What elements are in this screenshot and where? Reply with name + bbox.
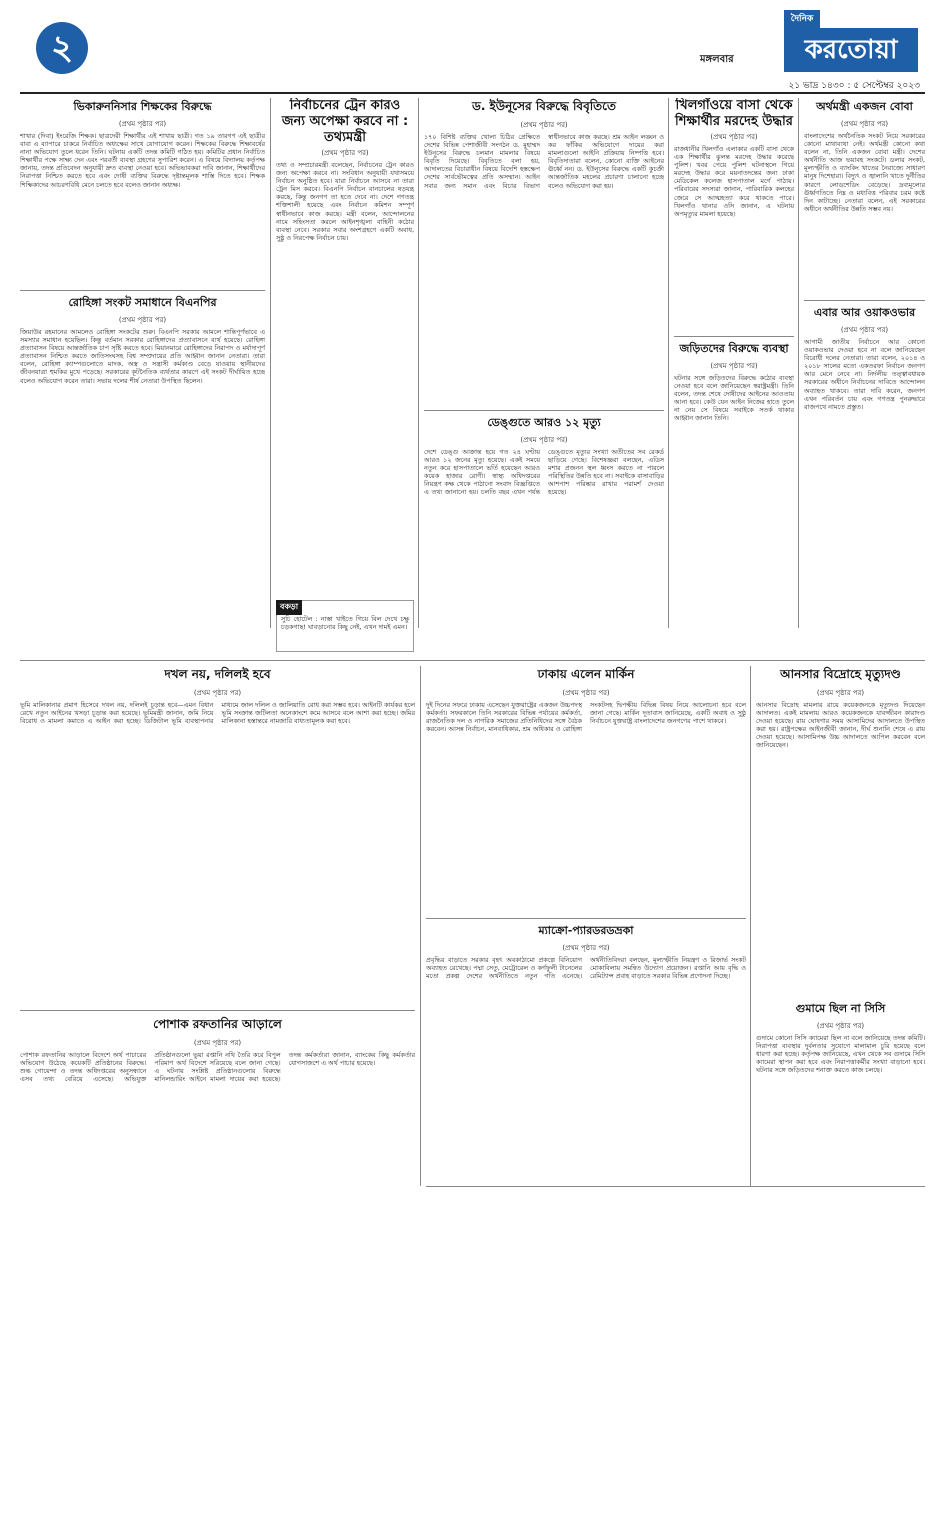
section-rule bbox=[20, 660, 925, 661]
story-headline: পোশাক রফতানির আড়ালে bbox=[153, 1017, 282, 1031]
story-shikkhok bbox=[20, 98, 265, 288]
story-body: ১৭০ বিশিষ্ট ব্যক্তির খোলা চিঠির প্রেক্ষিতে দেশের বিভিন্ন পেশাজীবী সংগঠন ড. মুহাম্মদ ইউনূসের বিরুদ্ধে চলমান মামলার বিষয়ে বিবৃতি দিয়েছে। বিবৃতিতে বলা হয়, আদালতের বিচারাধীন বিষয়ে বিদেশি হস্তক্ষেপ দেশের সার্বভৌমত্বের প্রতি অসম্মান। আইন সবার জন্য সমান এবং বিচার বিভাগ স্বাধীনভাবে কাজ করছে। শ্রম আইন লঙ্ঘন ও কর ফাঁকির অভিযোগে দায়ের করা মামলাগুলো আইনি প্রক্রিয়ায় নিষ্পত্তি হবে। বিবৃতিদাতারা বলেন, কোনো ব্যক্তি আইনের ঊর্ধ্বে নন। ড. ইউনূসের বিরুদ্ধে একটি কুচক্রী আন্তর্জাতিক মহলের প্রচারণা চালানো হচ্ছে বলেও অভিযোগ করা হয়। bbox=[424, 133, 664, 190]
story-body: দেশে ডেঙ্গু আক্রান্ত হয়ে গত ২৪ ঘণ্টায় আরও ১২ জনের মৃত্যু হয়েছে। একই সময়ে নতুন করে হাসপাতালে ভর্তি হয়েছেন আরও কয়েক হাজার রোগী। স্বাস্থ্য অধিদপ্তরের নিয়ন্ত্রণ কক্ষ থেকে পাঠানো সংবাদ বিজ্ঞপ্তিতে এ তথ্য জানানো হয়। চলতি বছর এখন পর্যন্ত ডেঙ্গুতে মৃত্যুর সংখ্যা অতীতের সব রেকর্ড ছাড়িয়ে গেছে। বিশেষজ্ঞরা বলছেন, এডিস মশার প্রজনন স্থল ধ্বংস করতে না পারলে পরিস্থিতির উন্নতি হবে না। সবাইকে বাসাবাড়ির আশপাশ পরিষ্কার রাখার পরামর্শ দেওয়া হয়েছে। bbox=[424, 448, 664, 497]
story-body: ঘটনার সঙ্গে জড়িতদের বিরুদ্ধে কঠোর ব্যবস্থা নেওয়া হবে বলে জানিয়েছেন স্বরাষ্ট্রমন্ত্রী। তিনি বলেন, তদন্ত শেষে দোষীদের আইনের আওতায় আনা হবে। কেউ যেন আইন নিজের হাতে তুলে না নেয় সে বিষয়ে সবাইকে সতর্ক থাকার আহ্বান জানান তিনি। bbox=[674, 374, 794, 423]
divider bbox=[424, 410, 664, 411]
divider bbox=[20, 1010, 415, 1011]
continued-label: (প্রথম পৃষ্ঠার পর) bbox=[193, 1039, 242, 1047]
story-body: দুই দিনের সফরে ঢাকায় এসেছেন যুক্তরাষ্ট্রের একজন উচ্চপদস্থ কর্মকর্তা। সফরকালে তিনি সরকারের বিভিন্ন পর্যায়ের কর্মকর্তা, রাজনৈতিক দল ও নাগরিক সমাজের প্রতিনিধিদের সঙ্গে বৈঠক করবেন। আসন্ন নির্বাচন, মানবাধিকার, শ্রম অধিকার ও রোহিঙ্গা সংকটসহ দ্বিপক্ষীয় বিভিন্ন বিষয় নিয়ে আলোচনা হবে বলে জানা গেছে। মার্কিন দূতাবাস জানিয়েছে, একটি অবাধ ও সুষ্ঠু নির্বাচনে যুক্তরাষ্ট্র বাংলাদেশের জনগণের পাশে থাকবে। bbox=[426, 701, 746, 734]
story-khilgaon bbox=[674, 98, 794, 333]
column-rule bbox=[420, 666, 421, 1186]
story-ansar bbox=[756, 666, 925, 976]
story-headline: ড. ইউনূসের বিরুদ্ধে বিবৃতিতে bbox=[471, 99, 617, 113]
bokra-tab: বকড়া bbox=[276, 600, 302, 615]
story-headline: এবার আর ওয়াকওভার bbox=[813, 306, 916, 319]
continued-label: (প্রথম পৃষ্ঠার পর) bbox=[520, 436, 568, 444]
column-rule bbox=[270, 98, 271, 628]
story-headline: খিলগাঁওয়ে বাসা থেকে শিক্ষার্থীর মরদেহ উদ্ধার bbox=[675, 98, 793, 129]
story-headline: ম্যাক্রো-প্যারডরডভ্রকা bbox=[538, 924, 634, 937]
story-headline: গুমামে ছিল না সিসি bbox=[795, 1002, 886, 1015]
story-headline: অর্থমন্ত্রী একজন বোবা bbox=[816, 100, 913, 113]
story-dengue bbox=[424, 414, 664, 604]
story-gumhe bbox=[756, 1000, 925, 1180]
issue-date: ২১ ভাদ্র ১৪৩০ : ৫ সেপ্টেম্বর ২০২৩ bbox=[788, 81, 920, 91]
story-headline: ডেঙ্গুতে আরও ১২ মৃত্যু bbox=[487, 416, 601, 429]
continued-label: (প্রথম পৃষ্ঠার পর) bbox=[118, 316, 167, 324]
story-body: রাজধানীর খিলগাঁও এলাকার একটি বাসা থেকে এক শিক্ষার্থীর ঝুলন্ত মরদেহ উদ্ধার করেছে পুলিশ। খবর পেয়ে পুলিশ ঘটনাস্থলে গিয়ে মরদেহ উদ্ধার করে ময়নাতদন্তের জন্য ঢাকা মেডিকেল কলেজ হাসপাতাল মর্গে পাঠায়। পরিবারের সদস্যরা জানান, পারিবারিক কলহের জেরে সে আত্মহত্যা করে থাকতে পারে। খিলগাঁও থানার ওসি জানান, এ ঘটনায় অপমৃত্যুর মামলা হয়েছে। bbox=[674, 145, 794, 218]
story-dolil bbox=[20, 666, 415, 1006]
story-body: পোশাক রফতানির আড়ালে বিদেশে অর্থ পাচারের অভিযোগ উঠেছে কয়েকটি প্রতিষ্ঠানের বিরুদ্ধে। শুল্ক গোয়েন্দা ও তদন্ত অধিদপ্তরের অনুসন্ধানে এসব তথ্য বেরিয়ে এসেছে। অভিযুক্ত প্রতিষ্ঠানগুলো ভুয়া রপ্তানি নথি তৈরি করে বিপুল পরিমাণ অর্থ বিদেশে সরিয়েছে বলে জানা গেছে। এ ঘটনায় সংশ্লিষ্ট প্রতিষ্ঠানগুলোর বিরুদ্ধে মানিলন্ডারিং আইনে মামলা দায়ের করা হয়েছে। তদন্ত কর্মকর্তারা জানান, ব্যাংকের কিছু কর্মকর্তার যোগসাজশে এ অর্থ পাচার হয়েছে। bbox=[20, 1051, 415, 1084]
story-headline: ভিকারুননিসার শিক্ষকের বিরুদ্ধে bbox=[73, 100, 212, 113]
divider bbox=[20, 290, 265, 291]
divider bbox=[674, 336, 794, 337]
column-rule bbox=[418, 98, 419, 628]
continued-label: (প্রথম পৃষ্ঠার পর) bbox=[321, 149, 369, 157]
story-body: জিয়াউর রহমানের আমলেও রোহিঙ্গা সংকটের শুরু। বিএনপি সরকার আমলে শান্তিপূর্ণভাবে এ সমস্যার সমাধান হয়েছিল। কিন্তু বর্তমান সরকার রোহিঙ্গাদের প্রত্যাবাসনে ব্যর্থ হয়েছে। রোহিঙ্গা প্রত্যাবাসন বিষয়ে আন্তর্জাতিক চাপ সৃষ্টি করতে হবে। মিয়ানমারে রোহিঙ্গাদের নিরাপদ ও মর্যাদাপূর্ণ প্রত্যাবাসন নিশ্চিত করতে জাতিসংঘসহ বিশ্ব সম্প্রদায়ের প্রতি আহ্বান জানান নেতারা। তারা বলেন, রোহিঙ্গা ক্যাম্পগুলোতে মাদক, অস্ত্র ও সন্ত্রাসী কর্মকাণ্ড বেড়ে যাওয়ায় স্থানীয়দের জীবনযাত্রা হুমকির মুখে পড়েছে। সরকারের কূটনৈতিক ব্যর্থতার কারণে এই সংকট দীর্ঘায়িত হচ্ছে বলেও অভিযোগ করেন তারা। সভায় দলের শীর্ষ নেতারা উপস্থিত ছিলেন। bbox=[20, 328, 265, 385]
column-rule bbox=[668, 98, 669, 628]
bokra-box bbox=[276, 600, 414, 652]
story-body: ভূমি মালিকানার প্রমাণ হিসেবে দখল নয়, দলিলই চূড়ান্ত হবে—এমন বিধান রেখে নতুন আইনের খসড়া চূড়ান্ত করা হয়েছে। ভূমিমন্ত্রী জানান, জমি নিয়ে বিরোধ ও মামলা কমাতে এ আইন করা হচ্ছে। ডিজিটাল ভূমি ব্যবস্থাপনার মাধ্যমে জাল দলিল ও জালিয়াতি রোধ করা সম্ভব হবে। আইনটি কার্যকর হলে ভূমি সংক্রান্ত জটিলতা অনেকাংশে কমে আসবে বলে আশা করা হচ্ছে। জমির মালিকানা হস্তান্তরে নামজারি বাধ্যতামূলক করা হবে। bbox=[20, 701, 415, 726]
continued-label: (প্রথম পৃষ্ঠার পর) bbox=[562, 689, 610, 697]
story-body: গুদামে কোনো সিসি ক্যামেরা ছিল না বলে জানিয়েছে তদন্ত কমিটি। নিরাপত্তা ব্যবস্থার দুর্বলতার সুযোগে মালামাল চুরি হয়েছে বলে ধারণা করা হচ্ছে। কর্তৃপক্ষ জানিয়েছে, এখন থেকে সব গুদামে সিসি ক্যামেরা স্থাপন করা হবে এবং নিরাপত্তাকর্মীর সংখ্যা বাড়ানো হবে। ঘটনার সঙ্গে জড়িতদের শনাক্ত করতে কাজ চলছে। bbox=[756, 1034, 925, 1075]
divider bbox=[426, 918, 746, 919]
continued-label: (প্রথম পৃষ্ঠার পর) bbox=[840, 326, 889, 334]
story-mega bbox=[426, 922, 746, 1182]
story-body: তথ্য ও সম্প্রচারমন্ত্রী বলেছেন, নির্বাচনের ট্রেন কারও জন্য অপেক্ষা করবে না। সংবিধান অনুযায়ী যথাসময়ে নির্বাচন অনুষ্ঠিত হবে। যারা নির্বাচনে আসবে না তারা ট্রেন মিস করবে। বিএনপি নির্বাচন বানচালের ষড়যন্ত্র করছে, কিন্তু জনগণ তা হতে দেবে না। দেশে গণতন্ত্র শক্তিশালী হয়েছে এবং নির্বাচন কমিশন সম্পূর্ণ স্বাধীনভাবে কাজ করছে। মন্ত্রী বলেন, আন্দোলনের নামে সহিংসতা করলে আইনশৃঙ্খলা বাহিনী কঠোর ব্যবস্থা নেবে। সরকার সবার অংশগ্রহণে একটি অবাধ, সুষ্ঠু ও নিরপেক্ষ নির্বাচন চায়। bbox=[276, 161, 414, 242]
story-body: বাংলাদেশের অর্থনৈতিক সংকট নিয়ে সরকারের কোনো মাথাব্যথা নেই। অর্থমন্ত্রী কোনো কথা বলেন না, তিনি একজন বোবা মন্ত্রী। দেশের অর্থনীতি আজ ভয়াবহ সংকটে। ডলার সংকট, মূল্যস্ফীতি ও ব্যাংকিং খাতের নৈরাজ্যে সাধারণ মানুষ দিশেহারা। বিদ্যুৎ ও জ্বালানি খাতে দুর্নীতির কারণে লোডশেডিং বেড়েছে। দ্রব্যমূল্যের ঊর্ধ্বগতিতে নিম্ন ও মধ্যবিত্ত পরিবার চরম কষ্টে দিন কাটাচ্ছে। নেতারা বলেন, এই সরকারের অধীনে অর্থনীতির উন্নতি সম্ভব নয়। bbox=[804, 132, 925, 213]
story-headline: নির্বাচনের ট্রেন কারও জন্য অপেক্ষা করবে না : তথ্যমন্ত্রী bbox=[281, 98, 409, 145]
story-jarita bbox=[674, 340, 794, 620]
bokra-text: সুচি হোটেল : নাস্তা খাইতে গিয়ে বিল দেখে চক্ষু চড়কগাছ! ঘাবড়ানোর কিছু নেই, এখন দামই এমন। bbox=[281, 615, 409, 632]
column-rule bbox=[798, 98, 799, 628]
continued-label: (প্রথম পৃষ্ঠার পর) bbox=[118, 120, 167, 128]
day-label: মঙ্গলবার bbox=[700, 54, 734, 65]
continued-label: (প্রথম পৃষ্ঠার পর) bbox=[562, 944, 610, 952]
story-yunus bbox=[424, 98, 664, 408]
continued-label: (প্রথম পৃষ্ঠার পর) bbox=[710, 133, 758, 141]
page-number-badge: ২ bbox=[36, 22, 88, 74]
story-headline: আনসার বিদ্রোহে মৃত্যুদণ্ড bbox=[780, 667, 901, 681]
continued-label: (প্রথম পৃষ্ঠার পর) bbox=[710, 362, 758, 370]
story-garments bbox=[20, 1016, 415, 1506]
continued-label: (প্রথম পৃষ্ঠার পর) bbox=[816, 1022, 865, 1030]
story-watkeeper bbox=[804, 304, 925, 624]
continued-label: (প্রথম পৃষ্ঠার পর) bbox=[840, 120, 889, 128]
story-economist bbox=[804, 98, 925, 298]
divider bbox=[804, 300, 925, 301]
story-body: প্রবৃদ্ধির বাড়াতে সরকার বৃহৎ অবকাঠামো প্রকল্পে বিনিয়োগ অব্যাহত রেখেছে। পদ্মা সেতু, মেট্রোরেল ও কর্ণফুলী টানেলের মতো প্রকল্প দেশের অর্থনীতিতে নতুন গতি এনেছে। অর্থনীতিবিদরা বলছেন, মূল্যস্ফীতি নিয়ন্ত্রণ ও রিজার্ভ সংকট মোকাবিলায় সমন্বিত উদ্যোগ প্রয়োজন। রপ্তানি আয় বৃদ্ধি ও রেমিট্যান্স প্রবাহ বাড়াতে সরকার বিভিন্ন প্রণোদনা দিচ্ছে। bbox=[426, 956, 746, 981]
column-rule bbox=[750, 666, 751, 1186]
story-train bbox=[276, 98, 414, 628]
logo-name: করতোয়া bbox=[784, 28, 918, 72]
masthead bbox=[0, 0, 945, 92]
story-headline: দখল নয়, দলিলই হবে bbox=[164, 667, 271, 681]
story-body: আগামী জাতীয় নির্বাচনে আর কোনো ওয়াকওভার দেওয়া হবে না বলে জানিয়েছেন বিরোধী দলের নেতারা। তারা বলেন, ২০১৪ ও ২০১৮ সালের মতো একতরফা নির্বাচন জনগণ আর মেনে নেবে না। নির্দলীয় তত্ত্বাবধায়ক সরকারের অধীনে নির্বাচনের দাবিতে আন্দোলন অব্যাহত থাকবে। তারা দাবি করেন, জনগণ এখন পরিবর্তন চায় এবং গণতন্ত্র পুনরুদ্ধারে রাজপথে নামতে প্রস্তুত। bbox=[804, 338, 925, 411]
continued-label: (প্রথম পৃষ্ঠার পর) bbox=[816, 689, 865, 697]
story-marcy bbox=[426, 666, 746, 916]
story-body: আনসার বিদ্রোহ মামলার রায়ে কয়েকজনকে মৃত্যুদণ্ড দিয়েছেন আদালত। একই মামলায় আরও কয়েকজনকে যাবজ্জীবন কারাদণ্ড দেওয়া হয়েছে। রায় ঘোষণার সময় আসামিদের আদালতে উপস্থিত করা হয়। রাষ্ট্রপক্ষের আইনজীবী জানান, দীর্ঘ শুনানি শেষে এ রায় দেওয়া হয়েছে। আসামিপক্ষ উচ্চ আদালতে আপিল করবেন বলে জানিয়েছেন। bbox=[756, 701, 925, 750]
continued-label: (প্রথম পৃষ্ঠার পর) bbox=[520, 121, 568, 129]
story-headline: জড়িতদের বিরুদ্ধে ব্যবস্থা bbox=[679, 342, 789, 355]
masthead-rule bbox=[20, 92, 925, 94]
story-headline: ঢাকায় এলেন মার্কিন bbox=[537, 667, 635, 681]
story-headline: রোহিঙ্গা সংকট সমাধানে বিএনপির bbox=[68, 296, 217, 309]
story-rohingya bbox=[20, 294, 265, 589]
newspaper-logo bbox=[784, 10, 918, 72]
divider bbox=[426, 1186, 925, 1187]
continued-label: (প্রথম পৃষ্ঠার পর) bbox=[193, 689, 242, 697]
logo-prefix: দৈনিক bbox=[784, 10, 820, 28]
story-body: শাখার (দিবা) ইংরেজি শিক্ষক। ছাত্রদেরী শিক্ষার্থীর এই শাখায় ছাত্রী। গত ১৯ তারগণ এই ছাত্রীর বাবা এ ব্যাপারে চাকরে নির্বাচিত অধ্যক্ষের সাথে যোগাযোগ করেন। শিক্ষকের বিরুদ্ধে শিক্ষাবর্ষের নানা অভিযোগ তুলে ধরেন তিনি। ঘটনায় একটি তদন্ত কমিটি গঠিত হয়। কমিটির প্রধান নির্বাচিত শিক্ষার্থীর পক্ষে সাক্ষ্য দেন এবং পরবর্তী ব্যবস্থা গ্রহণের সুপারিশ করেন। এ বিষয়ে বিদ্যালয় কর্তৃপক্ষ জানায়, তদন্ত প্রতিবেদন অনুযায়ী দ্রুত ব্যবস্থা নেওয়া হবে। অভিভাবকরা দাবি জানান, শিক্ষার্থীদের নিরাপত্তা নিশ্চিত করতে হবে এবং দোষী ব্যক্তির বিরুদ্ধে দৃষ্টান্তমূলক শাস্তি দিতে হবে। শিক্ষক শিক্ষিকাদের আচরণবিধি মেনে চলতে হবে বলেও জানান অধ্যক্ষ। bbox=[20, 132, 265, 189]
